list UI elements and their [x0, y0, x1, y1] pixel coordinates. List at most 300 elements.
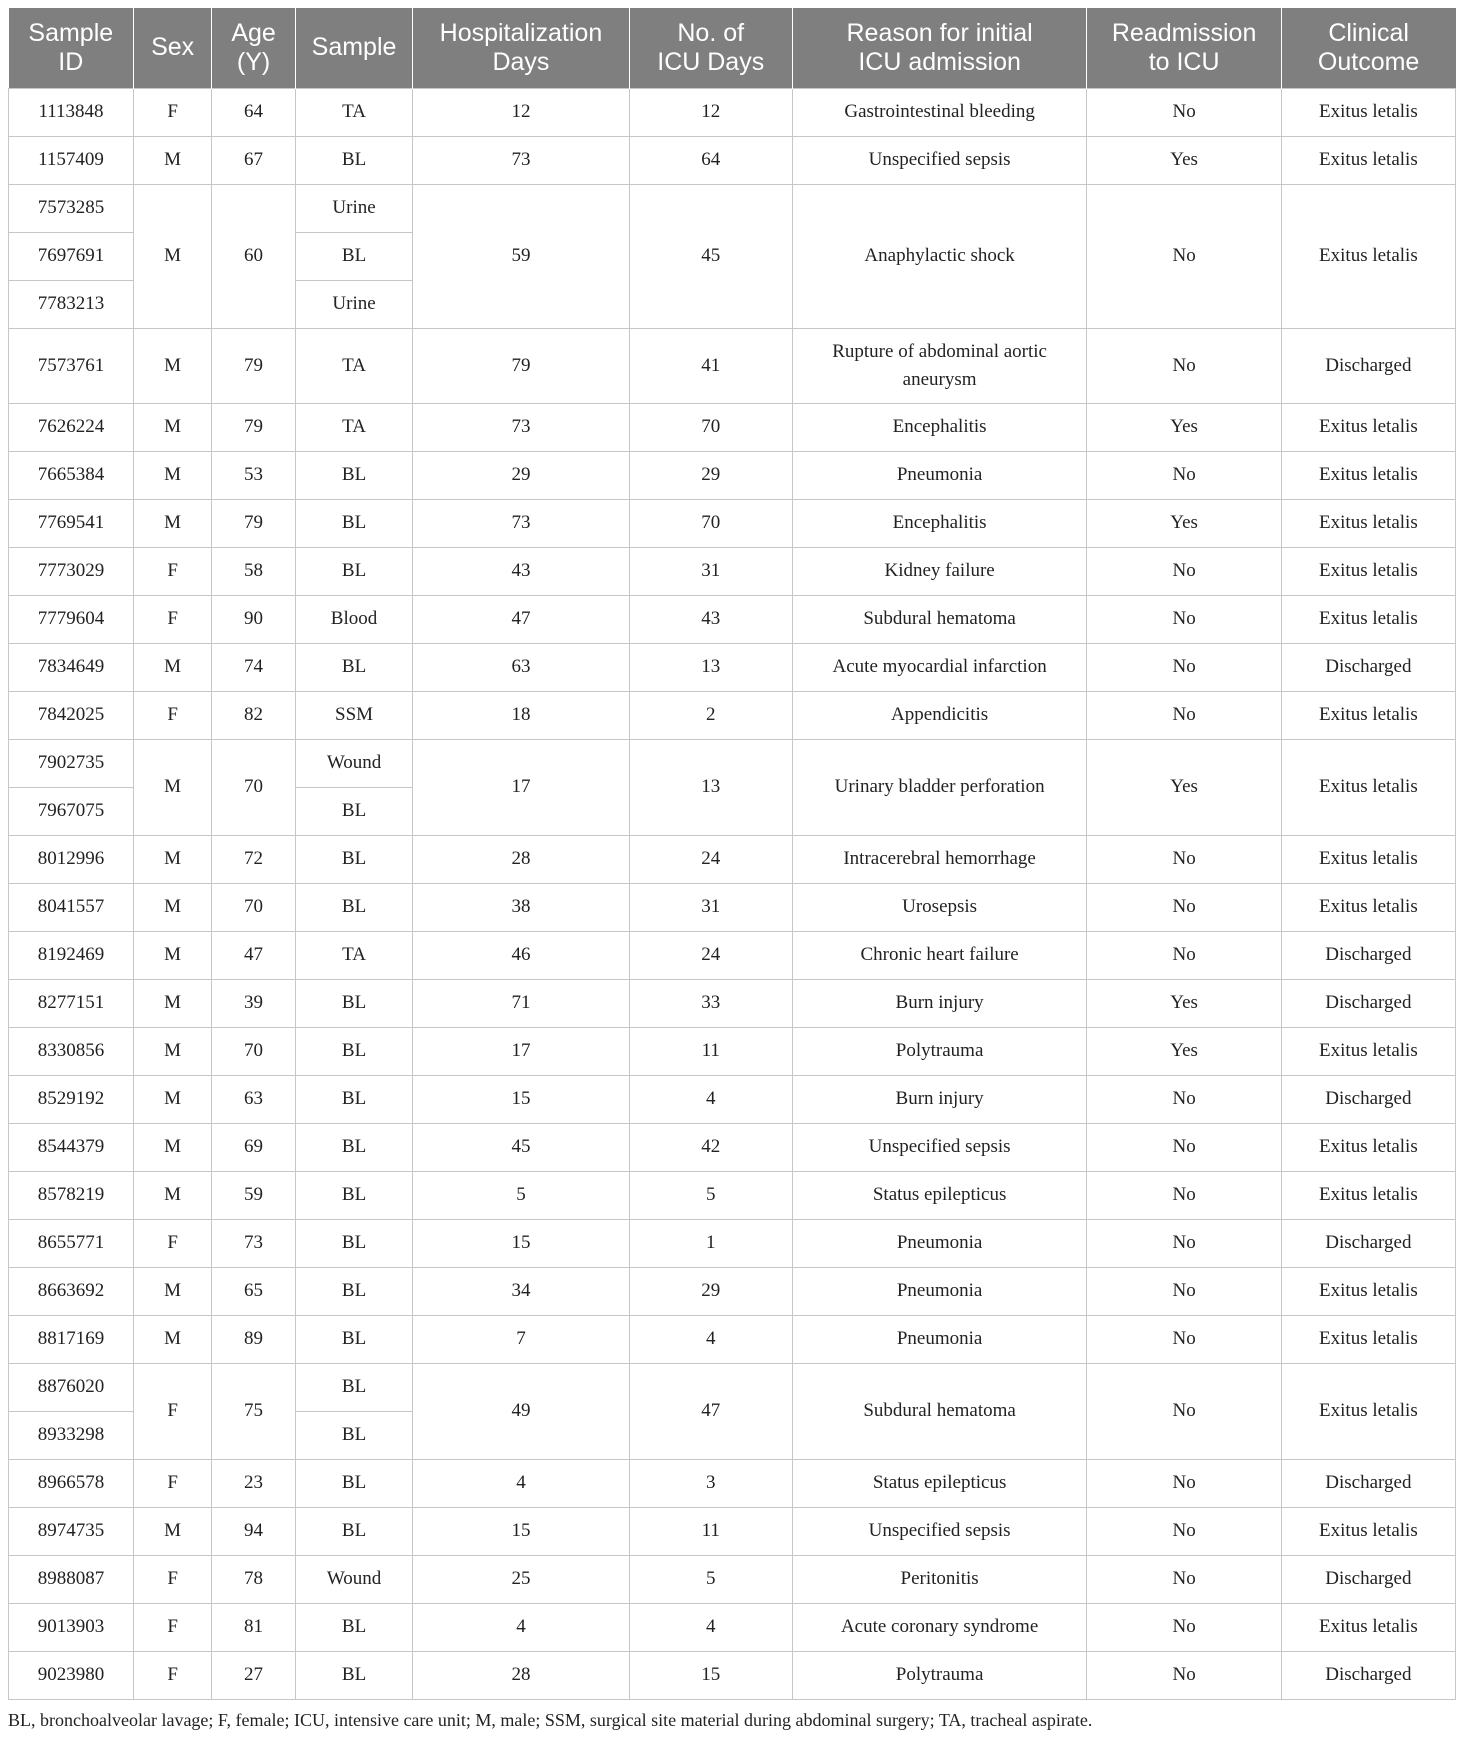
sample-id-cell: 7697691: [9, 232, 134, 280]
reason-cell: Acute myocardial infarction: [792, 643, 1087, 691]
readmission-cell: No: [1087, 1123, 1281, 1171]
reason-cell: Polytrauma: [792, 1027, 1087, 1075]
column-header-line2: Days: [492, 47, 550, 76]
readmission-cell: No: [1087, 1459, 1281, 1507]
icu-days-cell: 24: [629, 931, 792, 979]
sex-cell: M: [134, 835, 212, 883]
column-header-line1: Readmission: [1111, 18, 1257, 47]
sex-cell: M: [134, 136, 212, 184]
icu-days-cell: 24: [629, 835, 792, 883]
readmission-cell: No: [1087, 691, 1281, 739]
sample-id-cell: 7769541: [9, 499, 134, 547]
readmission-cell: No: [1087, 1075, 1281, 1123]
sex-cell: M: [134, 1171, 212, 1219]
outcome-cell: Exitus letalis: [1281, 691, 1455, 739]
outcome-cell: Exitus letalis: [1281, 883, 1455, 931]
icu-days-cell: 15: [629, 1651, 792, 1699]
outcome-cell: Exitus letalis: [1281, 1171, 1455, 1219]
outcome-cell: Exitus letalis: [1281, 1267, 1455, 1315]
icu-days-cell: 70: [629, 499, 792, 547]
hospitalization-days-cell: 73: [413, 136, 630, 184]
sample-type-cell: BL: [295, 1267, 412, 1315]
outcome-cell: Exitus letalis: [1281, 1027, 1455, 1075]
reason-cell: Urosepsis: [792, 883, 1087, 931]
sample-id-cell: 7779604: [9, 595, 134, 643]
table-row: [9, 1123, 1456, 1171]
age-cell: 74: [212, 643, 296, 691]
sample-id-cell: 8330856: [9, 1027, 134, 1075]
icu-days-cell: 4: [629, 1315, 792, 1363]
table-row: [9, 499, 1456, 547]
readmission-cell: No: [1087, 1507, 1281, 1555]
sample-id-cell: 8277151: [9, 979, 134, 1027]
sex-cell: F: [134, 1603, 212, 1651]
icu-days-cell: 45: [629, 184, 792, 328]
table-row: [9, 1459, 1456, 1507]
table-row: [9, 931, 1456, 979]
column-header-line1: Age: [231, 18, 276, 47]
sample-type-cell: BL: [295, 1363, 412, 1411]
icu-days-cell: 64: [629, 136, 792, 184]
readmission-cell: No: [1087, 1219, 1281, 1267]
outcome-cell: Exitus letalis: [1281, 547, 1455, 595]
outcome-cell: Discharged: [1281, 1219, 1455, 1267]
sample-id-cell: 7573285: [9, 184, 134, 232]
age-cell: 79: [212, 328, 296, 403]
table-row: [9, 1171, 1456, 1219]
table-row: [9, 1075, 1456, 1123]
table-row: [9, 451, 1456, 499]
sex-cell: M: [134, 451, 212, 499]
sample-type-cell: BL: [295, 1171, 412, 1219]
hospitalization-days-cell: 49: [413, 1363, 630, 1459]
icu-days-cell: 33: [629, 979, 792, 1027]
table-row: [9, 595, 1456, 643]
sample-type-cell: BL: [295, 136, 412, 184]
outcome-cell: Exitus letalis: [1281, 595, 1455, 643]
column-header-line2: Outcome: [1317, 47, 1420, 76]
age-cell: 73: [212, 1219, 296, 1267]
column-header-line2: to ICU: [1148, 47, 1220, 76]
age-cell: 70: [212, 1027, 296, 1075]
icu-days-cell: 5: [629, 1171, 792, 1219]
hospitalization-days-cell: 59: [413, 184, 630, 328]
age-cell: 94: [212, 1507, 296, 1555]
outcome-cell: Exitus letalis: [1281, 835, 1455, 883]
sample-type-cell: BL: [295, 883, 412, 931]
hospitalization-days-cell: 43: [413, 547, 630, 595]
sample-type-cell: BL: [295, 787, 412, 835]
hospitalization-days-cell: 28: [413, 1651, 630, 1699]
outcome-cell: Discharged: [1281, 1459, 1455, 1507]
sex-cell: M: [134, 328, 212, 403]
outcome-cell: Discharged: [1281, 328, 1455, 403]
readmission-cell: Yes: [1087, 499, 1281, 547]
readmission-cell: No: [1087, 1363, 1281, 1459]
readmission-cell: No: [1087, 1603, 1281, 1651]
reason-cell: Rupture of abdominal aortic aneurysm: [792, 328, 1087, 403]
sample-id-cell: 8933298: [9, 1411, 134, 1459]
hospitalization-days-cell: 5: [413, 1171, 630, 1219]
table-row: [9, 1555, 1456, 1603]
age-cell: 27: [212, 1651, 296, 1699]
reason-cell: Unspecified sepsis: [792, 1123, 1087, 1171]
icu-days-cell: 42: [629, 1123, 792, 1171]
sample-id-cell: 8966578: [9, 1459, 134, 1507]
sample-id-cell: 7626224: [9, 403, 134, 451]
sample-type-cell: BL: [295, 1459, 412, 1507]
column-header-line2: ICU admission: [858, 47, 1021, 76]
outcome-cell: Exitus letalis: [1281, 1363, 1455, 1459]
hospitalization-days-cell: 15: [413, 1507, 630, 1555]
age-cell: 70: [212, 739, 296, 835]
icu-days-cell: 2: [629, 691, 792, 739]
reason-cell: Kidney failure: [792, 547, 1087, 595]
outcome-cell: Exitus letalis: [1281, 1123, 1455, 1171]
hospitalization-days-cell: 63: [413, 643, 630, 691]
outcome-cell: Discharged: [1281, 643, 1455, 691]
age-cell: 90: [212, 595, 296, 643]
icu-days-cell: 31: [629, 883, 792, 931]
sex-cell: M: [134, 643, 212, 691]
sample-id-cell: 8529192: [9, 1075, 134, 1123]
age-cell: 82: [212, 691, 296, 739]
sample-type-cell: BL: [295, 1123, 412, 1171]
table-row: [9, 88, 1456, 136]
table-row: [9, 1651, 1456, 1699]
sex-cell: F: [134, 88, 212, 136]
reason-cell: Peritonitis: [792, 1555, 1087, 1603]
sample-type-cell: TA: [295, 88, 412, 136]
sample-type-cell: BL: [295, 232, 412, 280]
sample-type-cell: TA: [295, 328, 412, 403]
outcome-cell: Discharged: [1281, 931, 1455, 979]
table-row: [9, 328, 1456, 403]
icu-days-cell: 1: [629, 1219, 792, 1267]
age-cell: 67: [212, 136, 296, 184]
sex-cell: F: [134, 691, 212, 739]
table-body: [9, 88, 1456, 1699]
outcome-cell: Exitus letalis: [1281, 88, 1455, 136]
readmission-cell: No: [1087, 1315, 1281, 1363]
age-cell: 58: [212, 547, 296, 595]
sample-type-cell: BL: [295, 643, 412, 691]
readmission-cell: Yes: [1087, 739, 1281, 835]
icu-days-cell: 31: [629, 547, 792, 595]
table-row: [9, 1027, 1456, 1075]
table-row: [9, 1603, 1456, 1651]
hospitalization-days-cell: 71: [413, 979, 630, 1027]
age-cell: 39: [212, 979, 296, 1027]
reason-cell: Encephalitis: [792, 403, 1087, 451]
hospitalization-days-cell: 79: [413, 328, 630, 403]
sex-cell: F: [134, 595, 212, 643]
sex-cell: M: [134, 979, 212, 1027]
sample-id-cell: 8192469: [9, 931, 134, 979]
readmission-cell: Yes: [1087, 979, 1281, 1027]
reason-cell: Pneumonia: [792, 1267, 1087, 1315]
icu-days-cell: 29: [629, 451, 792, 499]
sample-type-cell: BL: [295, 1411, 412, 1459]
reason-cell: Subdural hematoma: [792, 1363, 1087, 1459]
hospitalization-days-cell: 17: [413, 739, 630, 835]
age-cell: 78: [212, 1555, 296, 1603]
sex-cell: M: [134, 1123, 212, 1171]
sample-type-cell: Blood: [295, 595, 412, 643]
table-header: [9, 8, 1456, 88]
age-cell: 81: [212, 1603, 296, 1651]
reason-cell: Pneumonia: [792, 451, 1087, 499]
reason-cell: Subdural hematoma: [792, 595, 1087, 643]
icu-days-cell: 4: [629, 1603, 792, 1651]
sex-cell: F: [134, 1459, 212, 1507]
age-cell: 79: [212, 403, 296, 451]
age-cell: 75: [212, 1363, 296, 1459]
sex-cell: F: [134, 1651, 212, 1699]
sample-id-cell: 7665384: [9, 451, 134, 499]
readmission-cell: No: [1087, 1267, 1281, 1315]
sample-id-cell: 8876020: [9, 1363, 134, 1411]
age-cell: 89: [212, 1315, 296, 1363]
readmission-cell: No: [1087, 1651, 1281, 1699]
sex-cell: F: [134, 547, 212, 595]
table-row: [9, 136, 1456, 184]
sample-id-cell: 7967075: [9, 787, 134, 835]
sample-type-cell: BL: [295, 1315, 412, 1363]
age-cell: 53: [212, 451, 296, 499]
reason-cell: Polytrauma: [792, 1651, 1087, 1699]
icu-days-cell: 11: [629, 1027, 792, 1075]
sex-cell: M: [134, 739, 212, 835]
icu-days-cell: 13: [629, 739, 792, 835]
age-cell: 72: [212, 835, 296, 883]
hospitalization-days-cell: 34: [413, 1267, 630, 1315]
sample-id-cell: 1157409: [9, 136, 134, 184]
readmission-cell: No: [1087, 883, 1281, 931]
reason-cell: Encephalitis: [792, 499, 1087, 547]
sample-id-cell: 8041557: [9, 883, 134, 931]
hospitalization-days-cell: 38: [413, 883, 630, 931]
sample-type-cell: BL: [295, 1603, 412, 1651]
hospitalization-days-cell: 28: [413, 835, 630, 883]
readmission-cell: No: [1087, 643, 1281, 691]
sample-type-cell: BL: [295, 1507, 412, 1555]
sex-cell: F: [134, 1555, 212, 1603]
reason-cell: Gastrointestinal bleeding: [792, 88, 1087, 136]
outcome-cell: Exitus letalis: [1281, 403, 1455, 451]
table-footnote: BL, bronchoalveolar lavage; F, female; ICU, intensive care unit; M, male; SSM, surgical site material during abdominal surgery; TA, tracheal aspirate.: [8, 1709, 1093, 1730]
header-row: [9, 8, 1456, 88]
age-cell: 70: [212, 883, 296, 931]
age-cell: 47: [212, 931, 296, 979]
hospitalization-days-cell: 46: [413, 931, 630, 979]
column-header-line2: (Y): [236, 47, 271, 76]
sample-type-cell: Wound: [295, 1555, 412, 1603]
outcome-cell: Exitus letalis: [1281, 1315, 1455, 1363]
sample-id-cell: 9013903: [9, 1603, 134, 1651]
outcome-cell: Exitus letalis: [1281, 1603, 1455, 1651]
sample-id-cell: 7573761: [9, 328, 134, 403]
sample-type-cell: BL: [295, 979, 412, 1027]
reason-cell: Intracerebral hemorrhage: [792, 835, 1087, 883]
sample-type-cell: BL: [295, 499, 412, 547]
sample-id-cell: 7783213: [9, 280, 134, 328]
table-row: [9, 184, 1456, 232]
column-header: [792, 8, 1087, 88]
age-cell: 69: [212, 1123, 296, 1171]
hospitalization-days-cell: 7: [413, 1315, 630, 1363]
icu-days-cell: 12: [629, 88, 792, 136]
readmission-cell: Yes: [1087, 1027, 1281, 1075]
age-cell: 79: [212, 499, 296, 547]
sample-id-cell: 8544379: [9, 1123, 134, 1171]
column-header-line2: ICU Days: [657, 47, 765, 76]
age-cell: 65: [212, 1267, 296, 1315]
sex-cell: M: [134, 184, 212, 328]
table-row: [9, 883, 1456, 931]
sample-id-cell: 8988087: [9, 1555, 134, 1603]
icu-days-cell: 11: [629, 1507, 792, 1555]
readmission-cell: No: [1087, 1171, 1281, 1219]
sex-cell: F: [134, 1219, 212, 1267]
hospitalization-days-cell: 29: [413, 451, 630, 499]
readmission-cell: Yes: [1087, 136, 1281, 184]
sex-cell: M: [134, 1315, 212, 1363]
reason-cell: Pneumonia: [792, 1219, 1087, 1267]
sample-type-cell: Urine: [295, 184, 412, 232]
sample-type-cell: BL: [295, 547, 412, 595]
table-row: [9, 547, 1456, 595]
readmission-cell: No: [1087, 1555, 1281, 1603]
outcome-cell: Discharged: [1281, 1555, 1455, 1603]
sample-type-cell: Wound: [295, 739, 412, 787]
column-header: [212, 8, 296, 88]
sample-id-cell: 8817169: [9, 1315, 134, 1363]
sample-type-cell: BL: [295, 451, 412, 499]
table-row: [9, 1507, 1456, 1555]
column-header-line1: Sample: [311, 33, 397, 62]
hospitalization-days-cell: 73: [413, 499, 630, 547]
readmission-cell: No: [1087, 835, 1281, 883]
hospitalization-days-cell: 17: [413, 1027, 630, 1075]
table-row: [9, 1267, 1456, 1315]
table-row: [9, 979, 1456, 1027]
icu-days-cell: 70: [629, 403, 792, 451]
reason-cell: Urinary bladder perforation: [792, 739, 1087, 835]
icu-days-cell: 3: [629, 1459, 792, 1507]
icu-days-cell: 43: [629, 595, 792, 643]
reason-cell: Status epilepticus: [792, 1171, 1087, 1219]
column-header: [629, 8, 792, 88]
table-row: [9, 691, 1456, 739]
sample-id-cell: 9023980: [9, 1651, 134, 1699]
table-row: [9, 403, 1456, 451]
column-header-line1: Clinical: [1328, 18, 1409, 47]
readmission-cell: No: [1087, 931, 1281, 979]
table-row: [9, 1219, 1456, 1267]
column-header-line1: Hospitalization: [439, 18, 603, 47]
sex-cell: M: [134, 883, 212, 931]
column-header-line1: Sample: [28, 18, 114, 47]
hospitalization-days-cell: 47: [413, 595, 630, 643]
table-row: [9, 1363, 1456, 1411]
hospitalization-days-cell: 73: [413, 403, 630, 451]
sample-id-cell: 8974735: [9, 1507, 134, 1555]
sex-cell: M: [134, 499, 212, 547]
hospitalization-days-cell: 12: [413, 88, 630, 136]
sex-cell: M: [134, 1267, 212, 1315]
column-header: [1087, 8, 1281, 88]
readmission-cell: No: [1087, 595, 1281, 643]
sex-cell: M: [134, 1507, 212, 1555]
reason-cell: Unspecified sepsis: [792, 136, 1087, 184]
outcome-cell: Exitus letalis: [1281, 1507, 1455, 1555]
age-cell: 64: [212, 88, 296, 136]
hospitalization-days-cell: 18: [413, 691, 630, 739]
column-header: [413, 8, 630, 88]
sex-cell: M: [134, 403, 212, 451]
readmission-cell: No: [1087, 328, 1281, 403]
sample-id-cell: 7842025: [9, 691, 134, 739]
patient-table: [8, 8, 1456, 1700]
age-cell: 23: [212, 1459, 296, 1507]
sample-type-cell: BL: [295, 835, 412, 883]
reason-cell: Burn injury: [792, 979, 1087, 1027]
column-header-line1: Reason for initial: [846, 18, 1033, 47]
hospitalization-days-cell: 4: [413, 1459, 630, 1507]
outcome-cell: Exitus letalis: [1281, 499, 1455, 547]
age-cell: 59: [212, 1171, 296, 1219]
icu-days-cell: 41: [629, 328, 792, 403]
readmission-cell: No: [1087, 547, 1281, 595]
reason-cell: Burn injury: [792, 1075, 1087, 1123]
outcome-cell: Discharged: [1281, 979, 1455, 1027]
sample-id-cell: 1113848: [9, 88, 134, 136]
hospitalization-days-cell: 4: [413, 1603, 630, 1651]
hospitalization-days-cell: 15: [413, 1075, 630, 1123]
readmission-cell: No: [1087, 184, 1281, 328]
sex-cell: M: [134, 931, 212, 979]
sample-type-cell: TA: [295, 931, 412, 979]
icu-days-cell: 5: [629, 1555, 792, 1603]
age-cell: 60: [212, 184, 296, 328]
reason-cell: Unspecified sepsis: [792, 1507, 1087, 1555]
outcome-cell: Exitus letalis: [1281, 136, 1455, 184]
column-header-line1: Sex: [151, 33, 195, 62]
reason-cell: Acute coronary syndrome: [792, 1603, 1087, 1651]
table-row: [9, 643, 1456, 691]
sample-type-cell: BL: [295, 1075, 412, 1123]
sample-id-cell: 8663692: [9, 1267, 134, 1315]
reason-cell: Pneumonia: [792, 1315, 1087, 1363]
sample-type-cell: SSM: [295, 691, 412, 739]
age-cell: 63: [212, 1075, 296, 1123]
sample-id-cell: 7834649: [9, 643, 134, 691]
sample-id-cell: 8012996: [9, 835, 134, 883]
icu-days-cell: 29: [629, 1267, 792, 1315]
column-header: [9, 8, 134, 88]
hospitalization-days-cell: 45: [413, 1123, 630, 1171]
patient-table-figure: [8, 8, 1456, 1732]
sex-cell: M: [134, 1027, 212, 1075]
outcome-cell: Exitus letalis: [1281, 739, 1455, 835]
icu-days-cell: 47: [629, 1363, 792, 1459]
hospitalization-days-cell: 15: [413, 1219, 630, 1267]
sex-cell: F: [134, 1363, 212, 1459]
sex-cell: M: [134, 1075, 212, 1123]
readmission-cell: Yes: [1087, 403, 1281, 451]
table-row: [9, 739, 1456, 787]
